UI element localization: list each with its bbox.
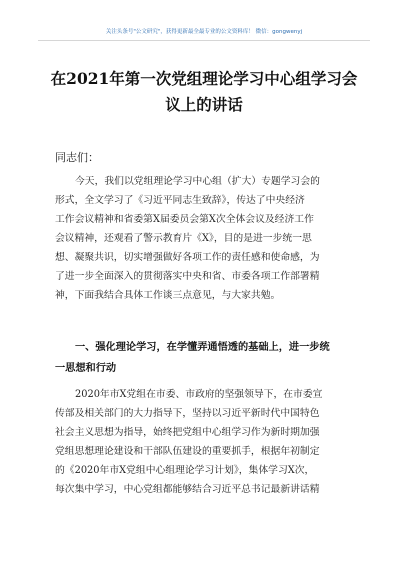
document-title	[40, 66, 368, 118]
paragraph-line: 社会主义思想为指导，始终把党组中心组学习作为新时期加强	[55, 427, 320, 438]
paragraph-line: 每次集中学习，中心党组都能够结合习近平总书记最新讲话精	[55, 484, 320, 495]
paragraph-line: 传部及相关部门的大力指导下，坚持以习近平新时代中国特色	[55, 408, 320, 419]
header-divider	[38, 40, 370, 41]
paragraph-line: 2020年市X党组在市委、市政府的坚强领导下，在市委宣	[75, 389, 323, 400]
paragraph-section-1	[55, 385, 355, 499]
paragraph-line: 党组思想理论建设和干部队伍建设的重要抓手，根据年初制定	[55, 446, 320, 457]
salutation: 同志们：	[55, 151, 99, 164]
header-banner: 关注头条号"公文研究"，获得更新最全最专业的公文资料库！ 微信：gongwenyj	[105, 29, 303, 35]
heading-line: 一思想和行动	[55, 363, 117, 374]
paragraph-line: 神，下面我结合具体工作谈三点意见，与大家共勉。	[55, 290, 281, 301]
section-heading-1	[55, 337, 365, 379]
paragraph-line: 的《2020年市X党组中心组理论学习计划》，集体学习X次，	[55, 465, 315, 476]
paragraph-intro	[55, 172, 355, 305]
title-line-1: 在2021年第一次党组理论学习中心组学习会	[50, 69, 358, 88]
heading-line: 一、强化理论学习，在学懂弄通悟透的基础上，进一步统	[75, 342, 330, 353]
paragraph-line: 今天，我们以党组理论学习中心组（扩大）专题学习会的	[75, 176, 320, 187]
paragraph-line: 想、凝聚共识，切实增强做好各项工作的责任感和使命感，为	[55, 252, 320, 263]
paragraph-line: 工作会议精神和省委第X届委员会第X次全体会议及经济工作	[55, 214, 314, 225]
paragraph-line: 会议精神，还观看了警示教育片《X》，目的是进一步统一思	[55, 233, 312, 244]
paragraph-line: 了进一步全面深入的贯彻落实中央和省、市委各项工作部署精	[55, 271, 320, 282]
title-line-2: 议上的讲话	[165, 95, 243, 114]
paragraph-line: 形式，全文学习了《习近平同志生致辞》，传达了中央经济	[55, 195, 305, 206]
